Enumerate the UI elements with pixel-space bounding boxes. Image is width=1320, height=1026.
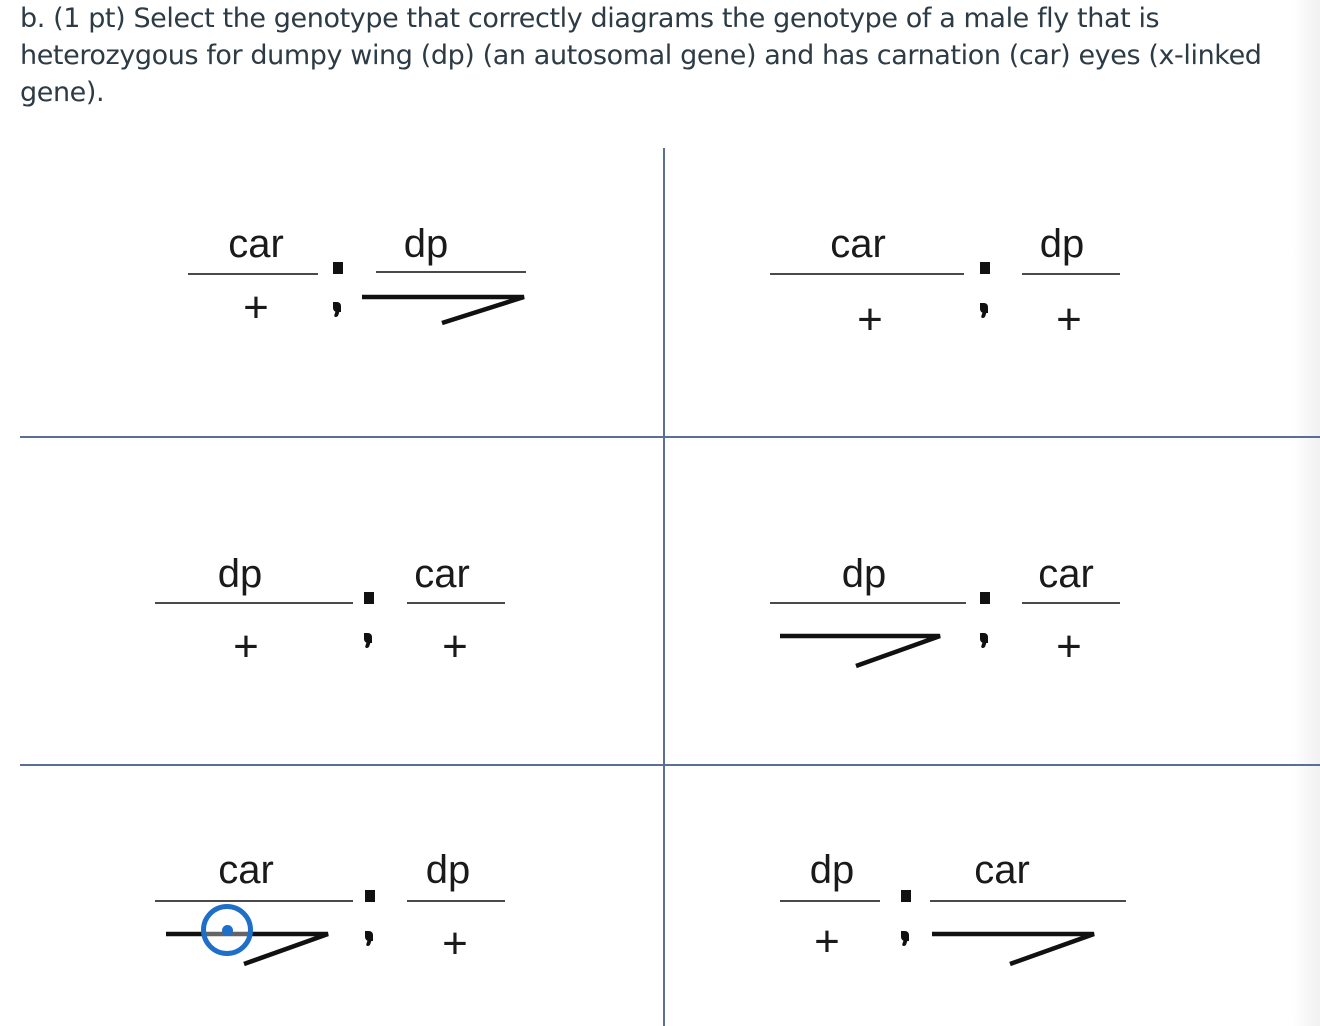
option-6-semicolon-comma	[901, 931, 909, 941]
option-4-right-bar	[1022, 602, 1120, 604]
option-4-left-bar	[770, 602, 966, 604]
option-2-semicolon-dot	[980, 262, 990, 274]
option-4-cell[interactable]	[665, 438, 1292, 764]
option-5-cell[interactable]	[20, 766, 663, 1026]
option-6-y-chromosome-icon	[932, 926, 1098, 970]
option-3-left-bar	[155, 602, 353, 604]
option-2-left-top: car	[830, 222, 886, 266]
option-3-semicolon-dot	[364, 592, 374, 604]
option-3-semicolon-comma	[364, 633, 372, 643]
option-1-left-bar	[188, 273, 318, 275]
option-5-semicolon-dot	[365, 890, 375, 902]
option-3-right-bar	[407, 602, 505, 604]
option-6-cell[interactable]	[665, 766, 1292, 1026]
option-6-semicolon-dot	[901, 890, 911, 902]
option-2-left-bar	[770, 273, 964, 275]
option-4-right-bottom: +	[1056, 622, 1082, 671]
option-3-left-top: dp	[217, 552, 263, 596]
option-5-semicolon-comma	[365, 931, 373, 941]
option-4-y-chromosome-icon	[780, 626, 946, 670]
option-1-left-top: car	[228, 222, 284, 266]
option-2-left-bottom: +	[857, 295, 883, 344]
option-1-right-top: dp	[403, 222, 449, 266]
option-2-semicolon-comma	[980, 303, 988, 313]
scroll-edge-shadow	[1292, 0, 1320, 1026]
option-5-right-bar	[407, 900, 505, 902]
option-5-left-bar	[155, 900, 353, 902]
option-4-left-top: dp	[841, 552, 887, 596]
option-6-left-top: dp	[809, 848, 855, 892]
radio-selected-dot	[222, 925, 233, 936]
option-1-semicolon-dot	[333, 262, 343, 274]
option-2-right-bottom: +	[1056, 295, 1082, 344]
option-4-semicolon-comma	[980, 633, 988, 643]
option-3-left-bottom: +	[233, 622, 259, 671]
option-1-left-bottom: +	[243, 283, 269, 332]
option-6-left-bottom: +	[814, 917, 840, 966]
option-2-right-top: dp	[1039, 222, 1085, 266]
option-6-right-bar	[930, 900, 1126, 902]
option-3-cell[interactable]	[20, 438, 663, 764]
option-4-right-top: car	[1038, 552, 1094, 596]
option-1-right-bar	[376, 271, 526, 273]
option-2-cell[interactable]	[665, 150, 1292, 436]
option-1-semicolon-comma	[333, 302, 341, 312]
option-6-left-bar	[780, 900, 880, 902]
option-5-right-bottom: +	[442, 919, 468, 968]
question-text: b. (1 pt) Select the genotype that correctly diagrams the genotype of a male fly that is heterozygous for dumpy wing (dp) (an autosomal gene) and has carnation (car) eyes (x-linked gene).	[20, 3, 1262, 108]
option-3-right-bottom: +	[442, 622, 468, 671]
option-1-y-chromosome-icon	[362, 293, 528, 327]
option-3-right-top: car	[414, 552, 470, 596]
option-5-right-top: dp	[425, 848, 471, 892]
option-5-left-top: car	[218, 848, 274, 892]
option-6-right-top: car	[974, 848, 1030, 892]
radio-selected-icon[interactable]	[201, 904, 253, 956]
option-4-semicolon-dot	[980, 592, 990, 604]
option-1-cell[interactable]	[20, 150, 663, 436]
option-2-right-bar	[1022, 273, 1120, 275]
